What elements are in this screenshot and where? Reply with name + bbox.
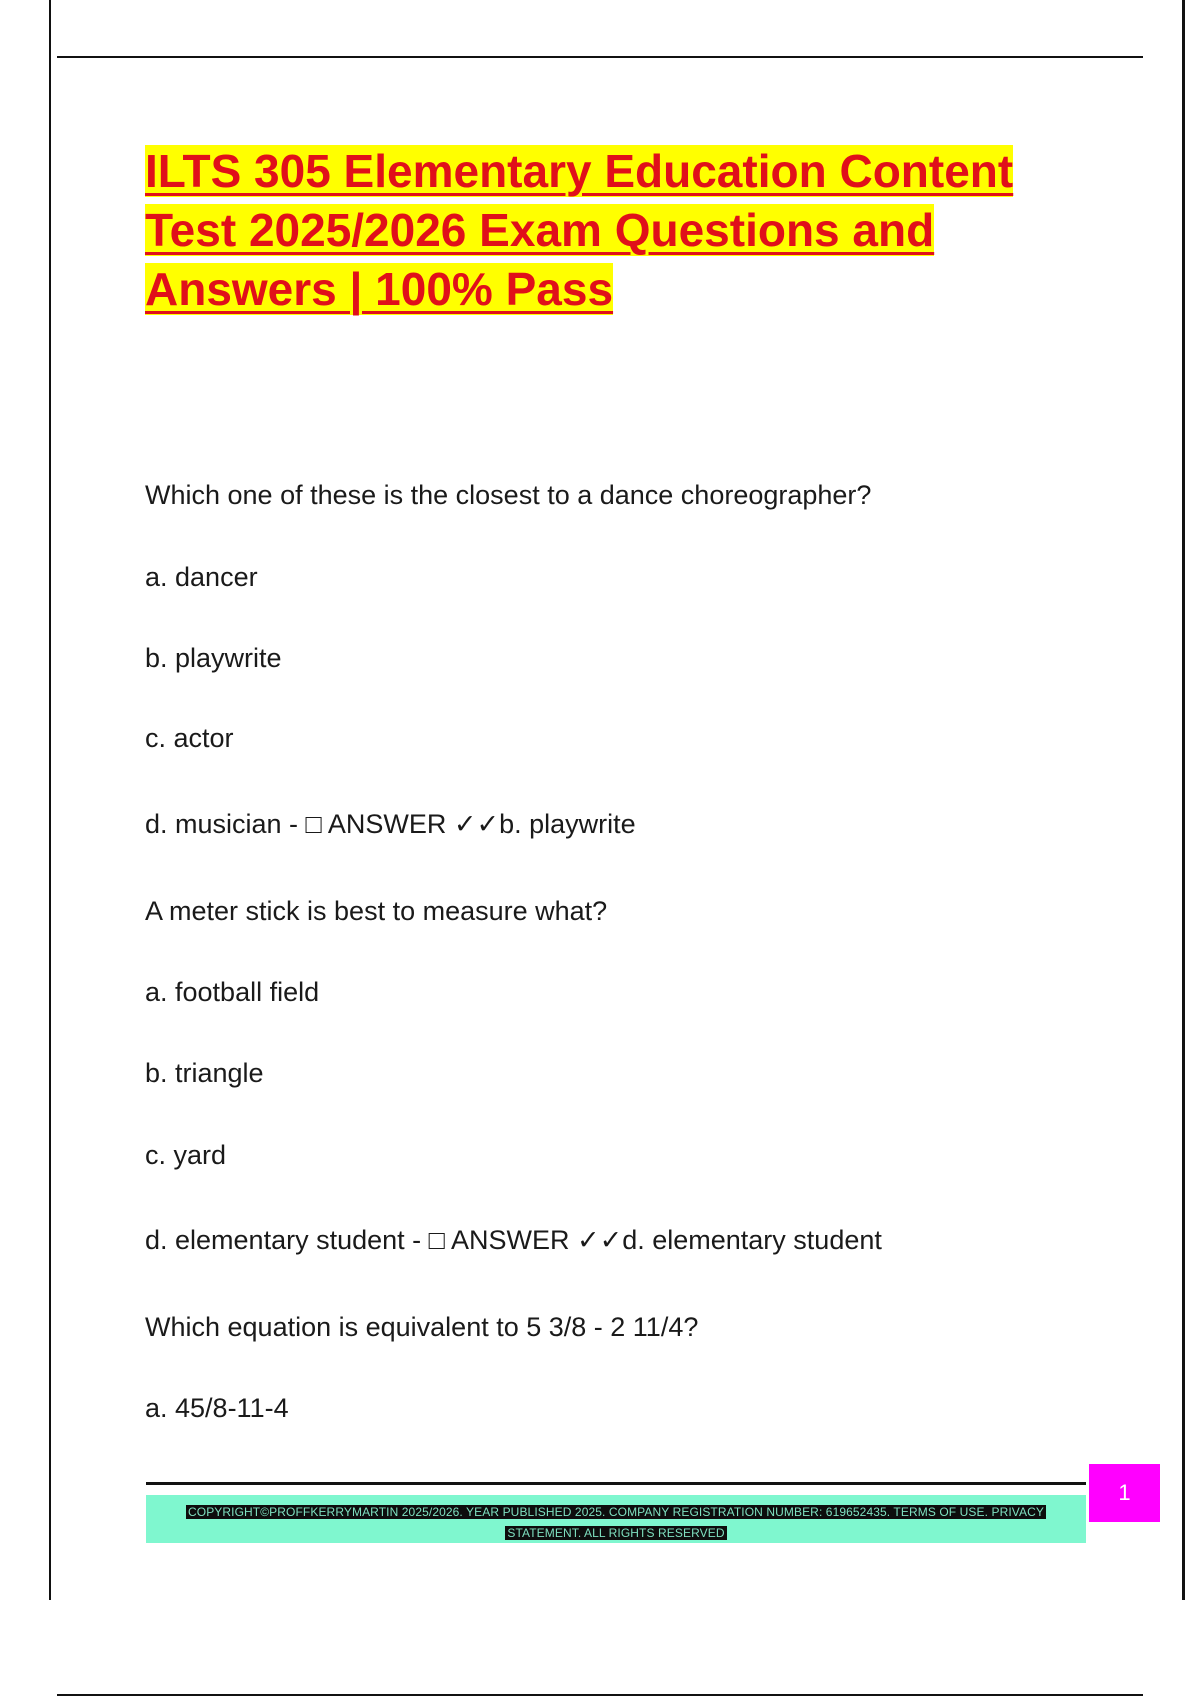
page-border-right bbox=[1182, 0, 1185, 1600]
question-1-option-c: c. actor bbox=[145, 723, 234, 753]
question-1-option-b: b. playwrite bbox=[145, 643, 282, 673]
next-page-rule bbox=[57, 1694, 1143, 1696]
question-1-option-d-answer: d. musician - □ ANSWER ✓✓b. playwrite bbox=[145, 809, 636, 839]
copyright-footer bbox=[146, 1495, 1086, 1543]
document-title-text: ILTS 305 Elementary Education Content Test 2025/2026 Exam Questions and Answers | 100% Pass bbox=[145, 145, 1014, 315]
question-2-option-d-answer: d. elementary student - □ ANSWER ✓✓d. elementary student bbox=[145, 1225, 882, 1255]
copyright-text: COPYRIGHT©PROFFKERRYMARTIN 2025/2026. YEAR PUBLISHED 2025. COMPANY REGISTRATION NUMBER: 619652435. TERMS OF USE. PRIVACY STATEMENT. ALL RIGHTS RESERVED bbox=[188, 1505, 1044, 1540]
page-number-badge: 1 bbox=[1089, 1464, 1160, 1522]
question-3-option-a: a. 45/8-11-4 bbox=[145, 1393, 289, 1423]
question-2-option-a: a. football field bbox=[145, 977, 320, 1007]
question-2-option-b: b. triangle bbox=[145, 1058, 264, 1088]
page-border-left bbox=[49, 0, 51, 1600]
question-2-prompt: A meter stick is best to measure what? bbox=[145, 896, 608, 926]
question-1-prompt: Which one of these is the closest to a dance choreographer? bbox=[145, 480, 872, 510]
header-rule bbox=[57, 56, 1143, 58]
document-title bbox=[145, 142, 1105, 319]
footer-rule bbox=[146, 1482, 1086, 1485]
question-3-prompt: Which equation is equivalent to 5 3/8 - 2 11/4? bbox=[145, 1312, 699, 1342]
question-1-option-a: a. dancer bbox=[145, 562, 258, 592]
question-2-option-c: c. yard bbox=[145, 1140, 227, 1170]
